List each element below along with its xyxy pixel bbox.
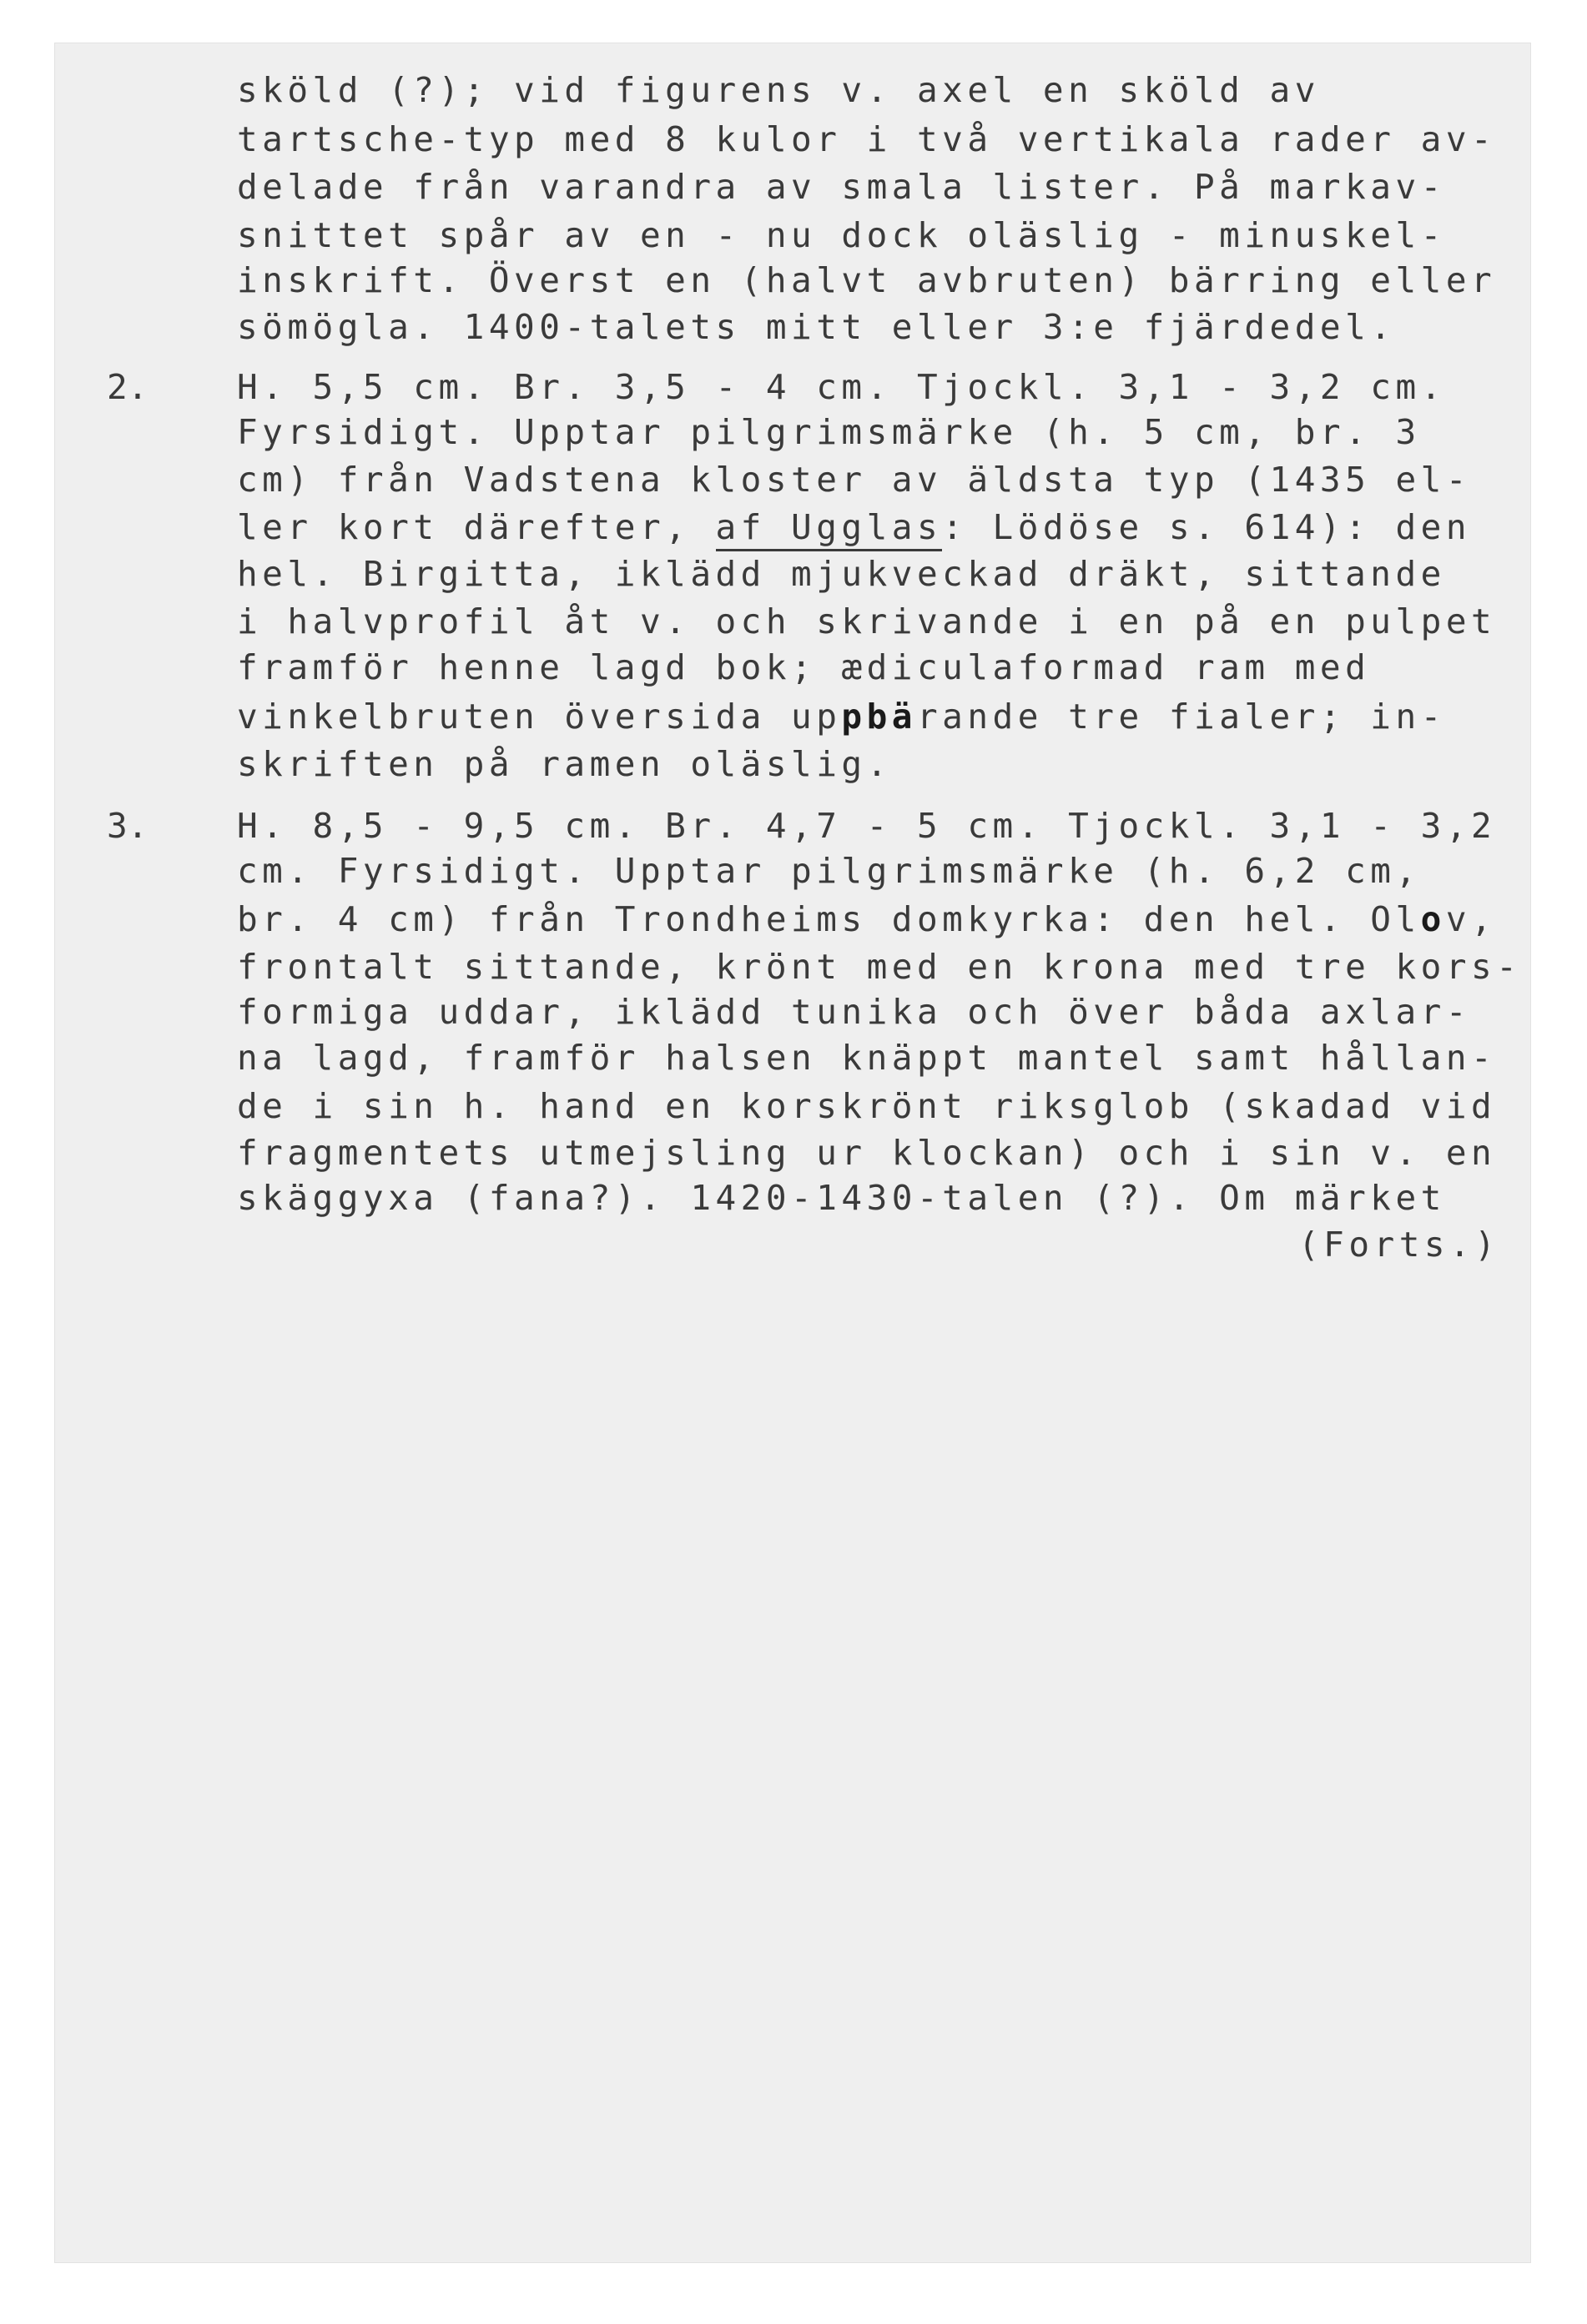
text-line [237,507,1472,547]
text-line: sömögla. 1400-talets mitt eller 3:e fjärdedel. [237,307,1396,347]
text-line: de i sin h. hand en korskrönt riksglob (skadad vid [237,1086,1497,1126]
text-segment: vinkelbruten översida up [237,697,842,737]
text-line: H. 8,5 - 9,5 cm. Br. 4,7 - 5 cm. Tjockl. 3,1 - 3,2 [237,806,1497,846]
text-line: fragmentets utmejsling ur klockan) och i sin v. en [237,1133,1497,1173]
text-segment: rande tre fialer; in- [916,697,1446,737]
text-line: framför henne lagd bok; ædiculaformad ram med [237,647,1371,687]
text-line: inskrift. Överst en (halvt avbruten) bärring eller [237,260,1497,300]
text-segment: br. 4 cm) från Trondheims domkyrka: den hel. Ol [237,899,1421,939]
text-line [237,899,1497,939]
text-line: na lagd, framför halsen knäppt mantel samt hållan- [237,1038,1497,1078]
typewritten-page [55,43,1530,2262]
text-line: frontalt sittande, krönt med en krona med tre kors- [237,947,1522,987]
text-line: sköld (?); vid figurens v. axel en sköld av [237,70,1320,110]
text-line: snittet spår av en - nu dock oläslig - minuskel- [237,215,1446,255]
continuation-note: (Forts.) [1298,1225,1500,1265]
text-line: delade från varandra av smala lister. På markav- [237,167,1446,207]
item-number: 3. [107,806,149,846]
text-line: tartsche-typ med 8 kulor i två vertikala rader av- [237,119,1497,159]
text-line [237,697,1446,737]
text-line: cm. Fyrsidigt. Upptar pilgrimsmärke (h. 6,2 cm, [237,851,1421,891]
handwritten-correction: pbä [841,697,917,737]
text-line: H. 5,5 cm. Br. 3,5 - 4 cm. Tjockl. 3,1 - 3,2 cm. [237,367,1446,407]
text-line: formiga uddar, iklädd tunika och över båda axlar- [237,992,1472,1032]
underlined-reference: af Ugglas [716,507,943,551]
text-line: i halvprofil åt v. och skrivande i en på en pulpet [237,601,1497,641]
text-line: skriften på ramen oläslig. [237,744,892,784]
text-line: Fyrsidigt. Upptar pilgrimsmärke (h. 5 cm, br. 3 [237,412,1421,452]
text-segment: ler kort därefter, [237,507,716,547]
text-line: hel. Birgitta, iklädd mjukveckad dräkt, sittande [237,554,1446,594]
text-line: skäggyxa (fana?). 1420-1430-talen (?). Om märket [237,1178,1446,1218]
text-segment: v, [1445,899,1497,939]
text-segment: : Lödöse s. 614): den [942,507,1472,547]
text-line: cm) från Vadstena kloster av äldsta typ (1435 el- [237,460,1472,500]
handwritten-correction: o [1420,899,1446,939]
item-number: 2. [107,367,149,407]
